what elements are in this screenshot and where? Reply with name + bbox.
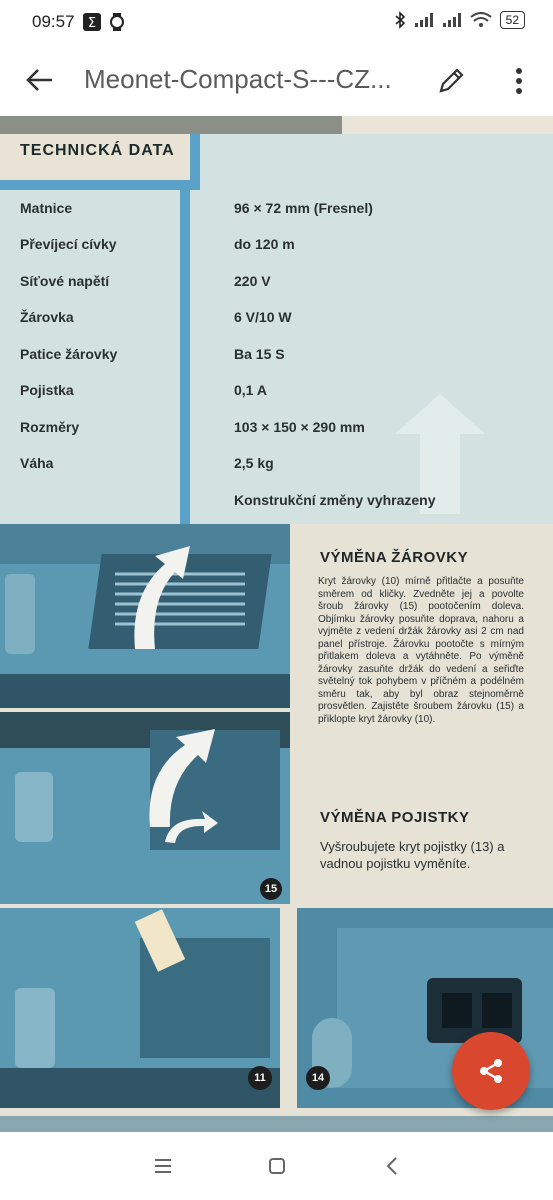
projector-photo-3 [0,908,280,1108]
wifi-icon [470,12,492,28]
fuse-change-text: Vyšroubujete kryt pojistky (13) a vadnou pojistku vyměníte. [320,839,505,871]
tech-data-title: TECHNICKÁ DATA [20,142,175,159]
home-button[interactable] [257,1150,297,1182]
back-nav-button[interactable] [372,1150,412,1182]
status-time: 09:57 [32,12,75,31]
rotate-arrow-graphic [160,807,220,847]
more-vert-icon [515,68,523,94]
pencil-icon [436,66,466,96]
figure-badge-11: 11 [248,1066,272,1090]
document-title: Meonet-Compact-S---CZ... [84,64,392,94]
tech-data-section: TECHNICKÁ DATA Matnice 96 × 72 mm (Fresnel) Převíjecí cívky do 120 m Síťové napětí 220 V Žárovka 6 V/10 W Patice žárovky Ba 15 S Pojistka 0,1 A Rozměry 103 × 150 × 290 mm Váha 2,5 kg Konstrukční změny vyhrazeny [0,134,553,524]
recent-apps-button[interactable] [143,1150,183,1182]
system-nav-bar [0,1132,553,1200]
battery-level: 52 [500,11,525,29]
signal-icon-2 [442,12,462,28]
figure-badge-15: 15 [260,878,282,900]
watch-icon [108,12,126,32]
back-button[interactable] [22,62,58,98]
app-bar [0,44,553,116]
bluetooth-icon [394,11,406,29]
more-options-button[interactable] [500,62,538,100]
arrow-left-icon [26,68,54,92]
share-icon [477,1057,505,1085]
share-button[interactable] [452,1032,530,1110]
fuse-change-title: VÝMĚNA POJISTKY [320,809,470,826]
menu-icon [153,1158,173,1174]
page-top-strip [0,116,553,134]
edit-button[interactable] [432,62,470,100]
status-bar [0,0,553,44]
figure-badge-14: 14 [306,1066,330,1090]
projector-photo-1 [0,524,290,708]
signal-icon [414,12,434,28]
svg-text:Σ: Σ [87,16,97,31]
curved-arrow-graphic [125,544,195,654]
bulb-change-title: VÝMĚNA ŽÁROVKY [320,549,469,566]
projector-photo-2 [0,712,290,904]
bulb-change-text: Kryt žárovky (10) mírně přitlačte a posuňte směrem od kličky. Zvedněte jej a povolte šroub žárovky (15) pootočením doleva. Objímku žárovky posuňte doprava, nahoru a vyjměte z vedení držák žárovky asi 2 cm nad panel přístroje. Žárovku pootočte s mírným přitlakem doleva a vytáhněte. Po výměně žárovky zasuňte držák do vedení a seřiďte světelný tok pohybem v příčném a podélném směru tak, aby byl obraz stejnoměrně prosvětlen. Zajistěte šroubem žárovku (15) a přiklopte kryt žárovky (10). [318,576,524,725]
home-square-icon [268,1157,286,1175]
next-page-strip [0,1116,553,1132]
sigma-app-icon [82,12,102,32]
document-viewport[interactable] [0,116,553,1132]
chevron-left-icon [385,1156,399,1176]
